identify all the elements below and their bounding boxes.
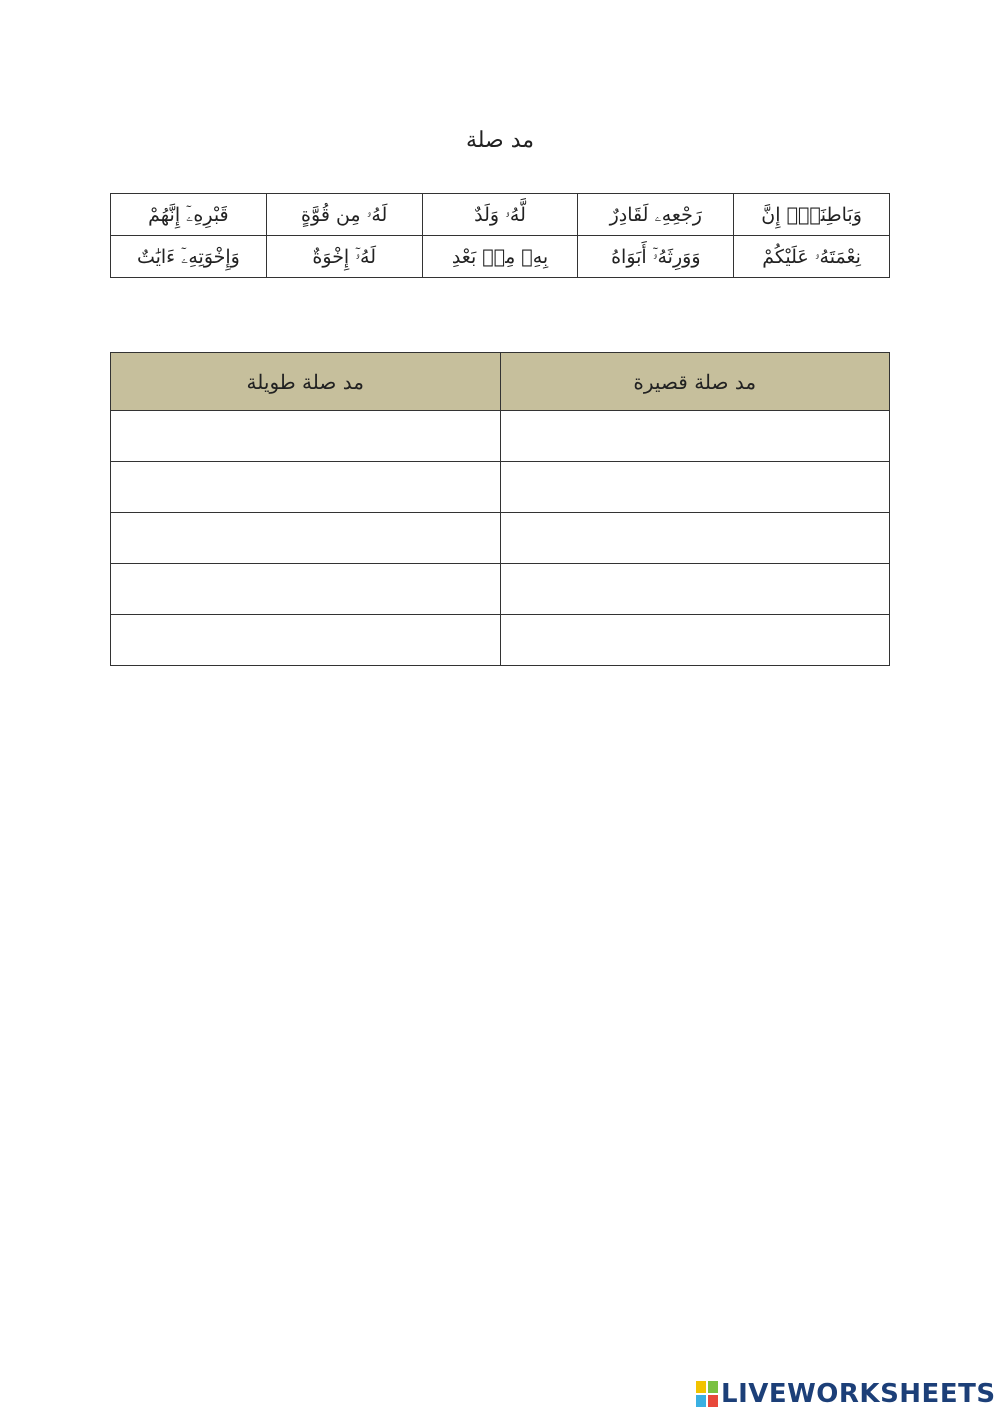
words-row <box>111 194 890 236</box>
answer-input-short[interactable] <box>501 462 890 512</box>
words-row <box>111 236 890 278</box>
answer-input-short[interactable] <box>501 564 890 614</box>
answer-cell-short[interactable] <box>500 615 890 666</box>
answer-cell-short[interactable] <box>500 411 890 462</box>
answer-cell-short[interactable] <box>500 513 890 564</box>
answer-row <box>111 615 890 666</box>
header-long-madd: مد صلة طويلة <box>111 353 501 411</box>
answer-cell-short[interactable] <box>500 462 890 513</box>
answer-cell-long[interactable] <box>111 615 501 666</box>
answer-row <box>111 462 890 513</box>
answer-cell-short[interactable] <box>500 564 890 615</box>
word-cell: بِهِۦ مِنۢ بَعْدِ <box>422 236 578 278</box>
answer-table <box>110 352 890 666</box>
logo-square-icon <box>708 1395 718 1407</box>
word-cell: وَبَاطِنَةًۗ إِنَّ <box>734 194 890 236</box>
answer-input-long[interactable] <box>111 615 500 665</box>
answer-row <box>111 513 890 564</box>
word-cell: لَهُۥٓ إِخْوَةٌ <box>266 236 422 278</box>
logo-square-icon <box>708 1381 718 1393</box>
brand-text: LIVEWORKSHEETS <box>721 1379 996 1409</box>
liveworksheets-logo-icon <box>696 1381 718 1407</box>
word-cell: لَهُۥ مِن قُوَّةٍ <box>266 194 422 236</box>
word-cell: رَجْعِهِۦ لَقَادِرٌ <box>578 194 734 236</box>
answer-input-long[interactable] <box>111 564 500 614</box>
answer-cell-long[interactable] <box>111 513 501 564</box>
answer-header-row <box>111 353 890 411</box>
answer-input-short[interactable] <box>501 615 890 665</box>
answer-row <box>111 564 890 615</box>
answer-cell-long[interactable] <box>111 462 501 513</box>
word-cell: لَّهُۥ وَلَدٌ <box>422 194 578 236</box>
answer-input-long[interactable] <box>111 462 500 512</box>
answer-cell-long[interactable] <box>111 564 501 615</box>
header-short-madd: مد صلة قصيرة <box>500 353 890 411</box>
word-cell: نِعْمَتَهُۥ عَلَيْكُمْ <box>734 236 890 278</box>
logo-square-icon <box>696 1381 706 1393</box>
answer-row <box>111 411 890 462</box>
word-cell: قَبْرِهِۦٓ إِنَّهُمْ <box>111 194 267 236</box>
words-table <box>110 193 890 278</box>
page-title: مد صلة <box>465 128 535 153</box>
answer-input-short[interactable] <box>501 411 890 461</box>
answer-input-long[interactable] <box>111 513 500 563</box>
word-cell: وَوَرِثَهُۥٓ أَبَوَاهُ <box>578 236 734 278</box>
answer-input-long[interactable] <box>111 411 500 461</box>
logo-square-icon <box>696 1395 706 1407</box>
liveworksheets-brand <box>696 1376 996 1412</box>
answer-input-short[interactable] <box>501 513 890 563</box>
word-cell: وَإِخْوَتِهِۦٓ ءَايَٰتٌ <box>111 236 267 278</box>
answer-cell-long[interactable] <box>111 411 501 462</box>
